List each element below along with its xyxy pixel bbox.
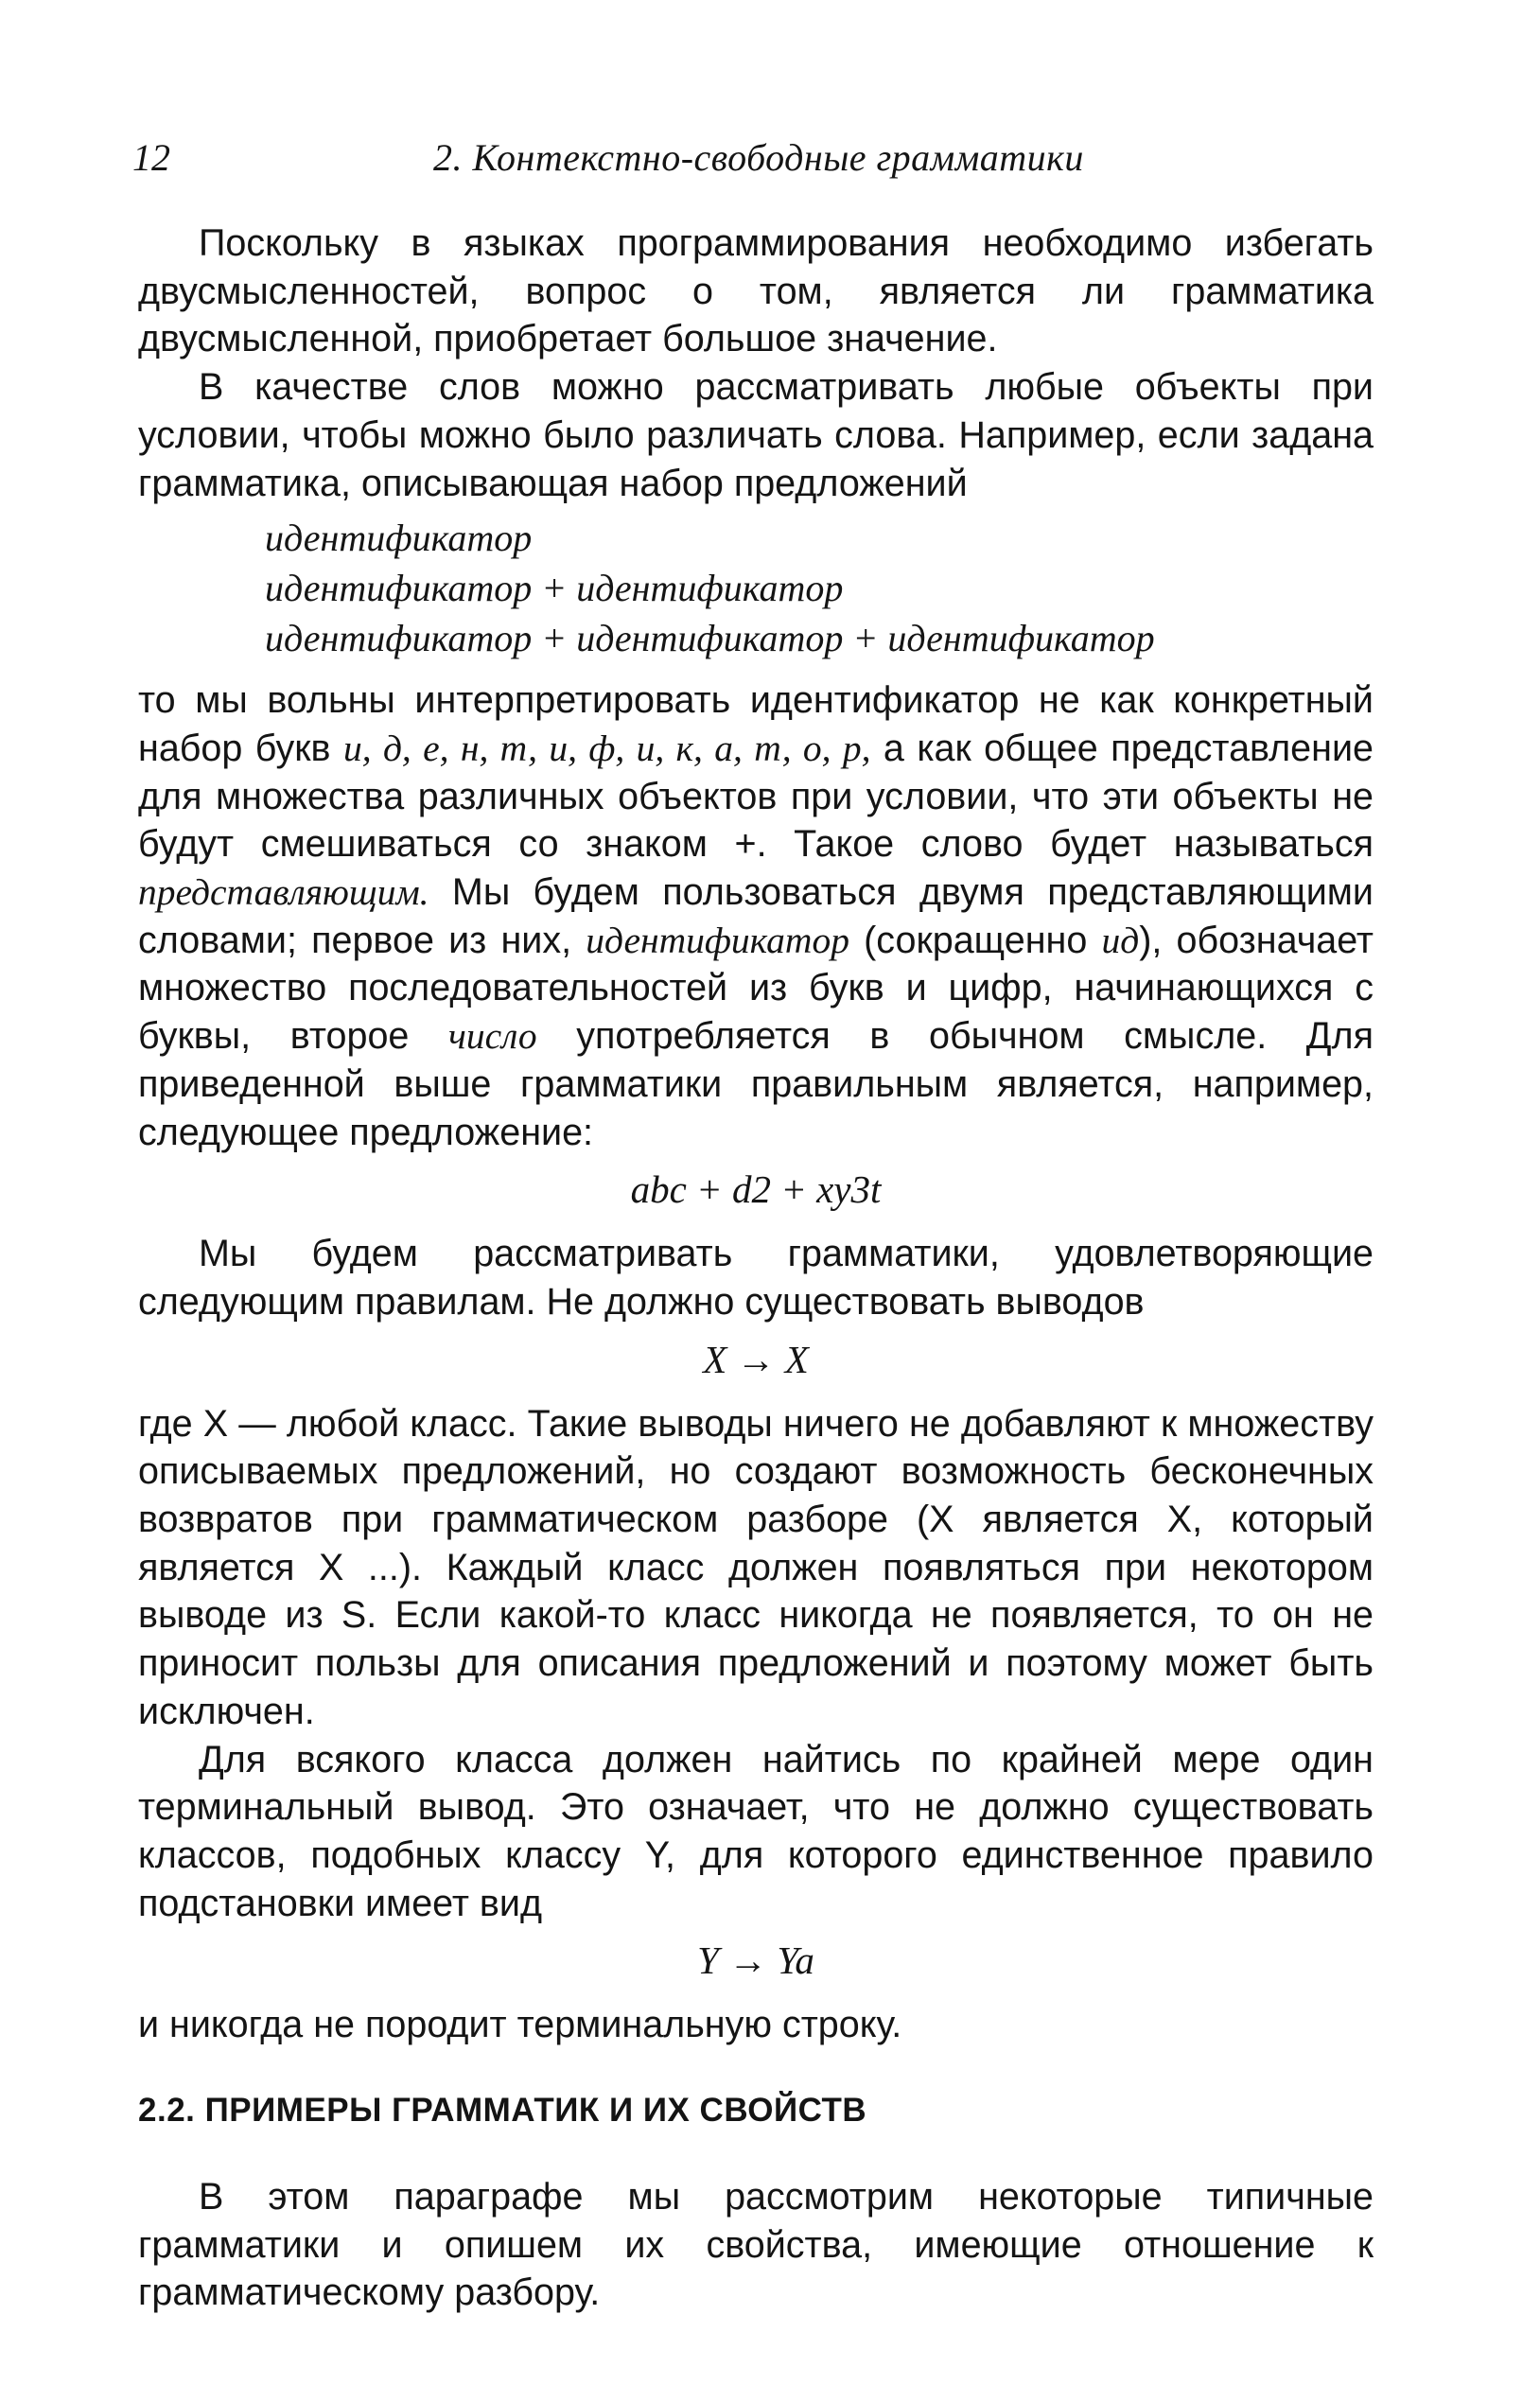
formula-y-to-ya: Y → Ya xyxy=(697,1938,814,1983)
example-sentence: идентификатор + идентификатор xyxy=(265,567,844,610)
text-run: ), обозначает множество последовательностей из букв и цифр, начинающихся с буквы, второе xyxy=(138,919,1374,1058)
paragraph-8: В этом параграфе мы рассмотрим некоторые типичные грамматики и опишем их свойства, имеющие отношение к грамматическому разбору. xyxy=(138,2175,1374,2314)
term-emphasis: идентификатор xyxy=(586,919,849,961)
page-number: 12 xyxy=(132,136,170,179)
paragraph-4: Мы будем рассматривать грамматики, удовлетворяющие следующим правилам. Не должно существовать выводов xyxy=(138,1233,1374,1323)
text-run: Мы будем пользоваться двумя представляющими словами; первое из них, xyxy=(138,871,1374,961)
page-body xyxy=(138,219,1374,2317)
formula-x-to-x: X → X xyxy=(703,1337,809,1381)
letters-emphasis: и, д, е, н, т, и, ф, и, к, а, т, о, р, xyxy=(342,727,871,769)
paragraph-7: и никогда не породит терминальную строку. xyxy=(138,2004,902,2046)
term-emphasis: представляющим. xyxy=(138,871,429,914)
term-emphasis: число xyxy=(448,1015,537,1058)
example-sentence: идентификатор xyxy=(265,517,533,560)
paragraph-3 xyxy=(138,676,1374,1156)
page-header xyxy=(132,135,1381,183)
paragraph-2: В качестве слов можно рассматривать любые объекты при условии, чтобы можно было различать слова. Например, если задана грамматика, описывающая набор предложений xyxy=(138,366,1374,504)
text-run: то мы вольны интерпретировать идентификатор не как конкретный набор букв xyxy=(138,679,1374,769)
paragraph-6: Для всякого класса должен найтись по крайней мере один терминальный вывод. Это означает, что не должно существовать классов, подобных классу Y, для которого единственное правило подстановки имеет вид xyxy=(138,1738,1374,1924)
running-title: 2. Контекстно-свободные грамматики xyxy=(433,136,1084,179)
formula-example-sentence: abc + d2 + xy3t xyxy=(630,1167,882,1212)
example-sentence: идентификатор + идентификатор + идентификатор xyxy=(265,617,1155,660)
section-heading: 2.2. ПРИМЕРЫ ГРАММАТИК И ИХ СВОЙСТВ xyxy=(138,2092,867,2130)
text-run: употребляется в обычном смысле. Для приведенной выше грамматики правильным является, например, следующее предложение: xyxy=(138,1015,1374,1153)
term-emphasis: ид xyxy=(1101,919,1140,961)
paragraph-1: Поскольку в языках программирования необходимо избегать двусмысленностей, вопрос о том, является ли грамматика двусмысленной, приобретает большое значение. xyxy=(138,222,1374,360)
example-sentences xyxy=(265,513,1374,663)
text-run: (сокращенно xyxy=(849,919,1102,961)
text-run: а как общее представление для множества различных объектов при условии, что эти объекты не будут смешиваться со знаком +. Такое слово будет называться xyxy=(138,727,1374,866)
paragraph-5: где X — любой класс. Такие выводы ничего не добавляют к множеству описываемых предложений, но создают возможность бесконечных возвратов при грамматическом разборе (X является X, который является X ...). Каждый класс должен появляться при некотором выводе из S. Если какой-то класс никогда не появляется, то он не приносит пользы для описания предложений и поэтому может быть исключен. xyxy=(138,1402,1374,1732)
